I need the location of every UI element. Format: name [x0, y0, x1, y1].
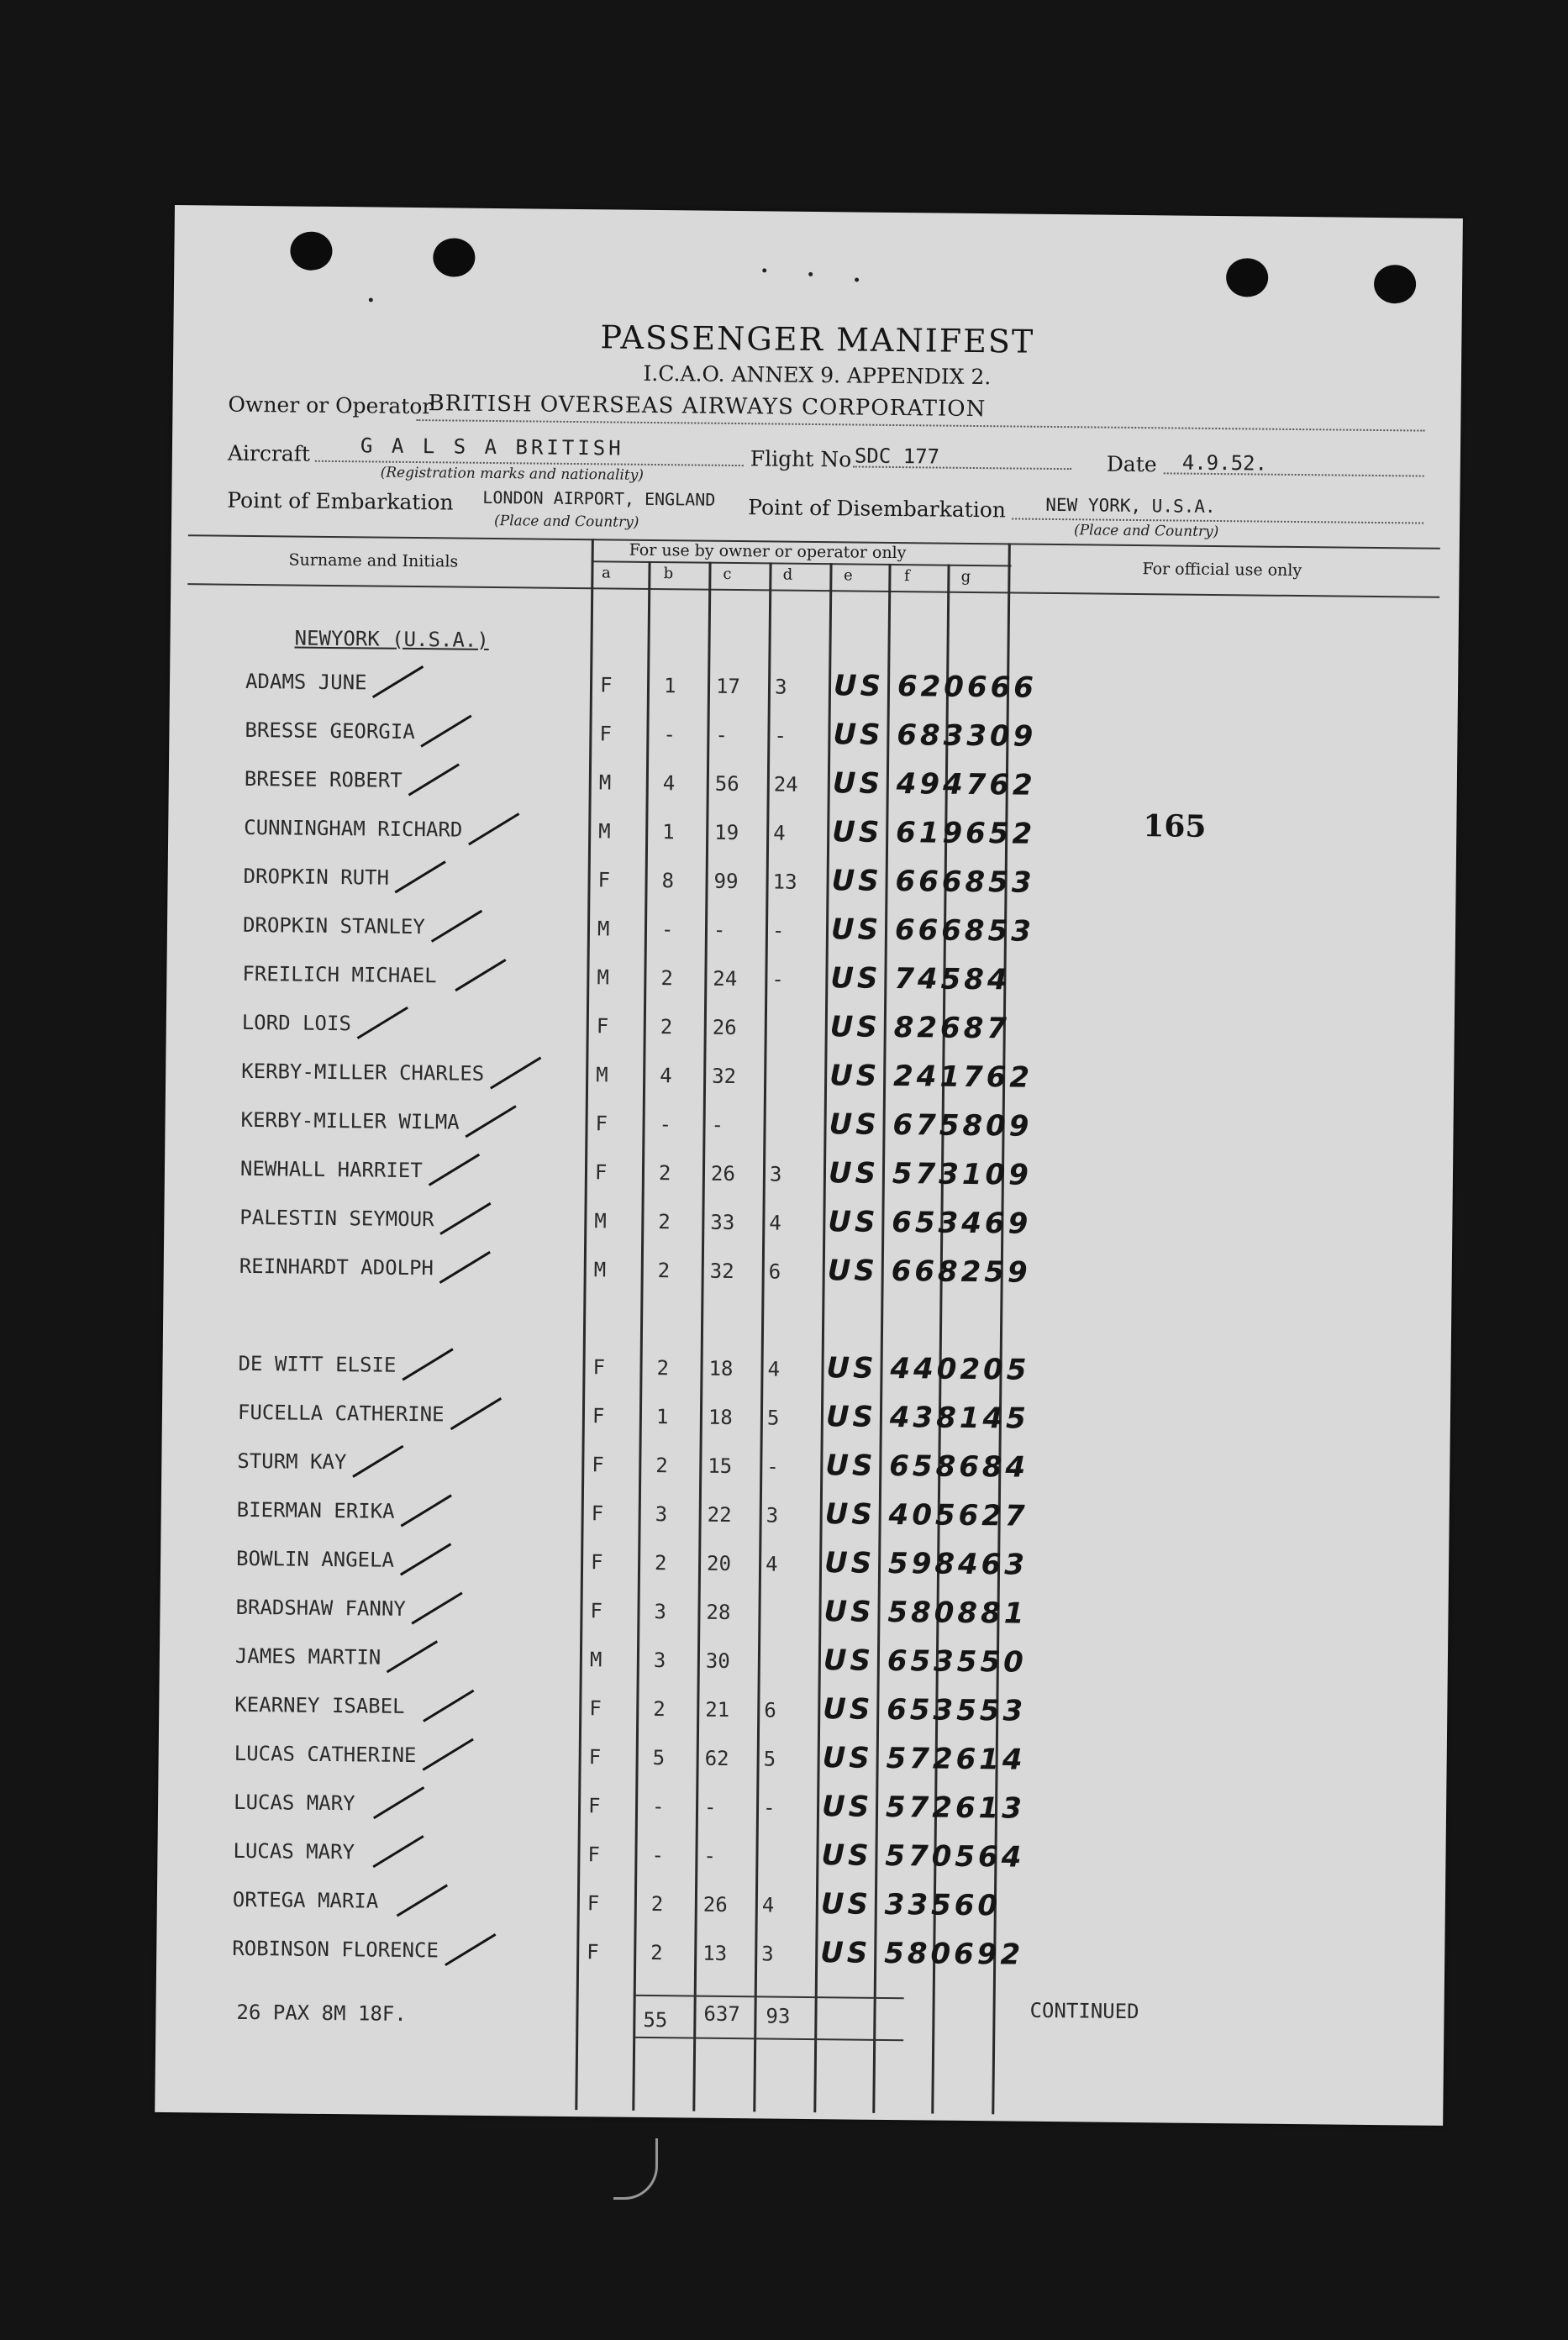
passenger-col-d: 3 [761, 1942, 774, 1966]
table-row [160, 1497, 1449, 1544]
passenger-sex: F [592, 1453, 604, 1477]
aircraft-note: (Registration marks and nationality) [380, 464, 645, 484]
passenger-col-c: 28 [706, 1600, 731, 1625]
passenger-name: STURM KAY [237, 1449, 347, 1475]
passenger-sex: M [597, 965, 609, 990]
owner-value: BRITISH OVERSEAS AIRWAYS CORPORATION [428, 391, 987, 423]
table-row [169, 718, 1457, 765]
passport-number: US 573109 [828, 1156, 1033, 1192]
check-mark [423, 1690, 474, 1722]
date-label: Date [1106, 451, 1157, 477]
passenger-name: KEARNEY ISABEL [234, 1692, 405, 1718]
passenger-col-b: 3 [653, 1649, 666, 1673]
check-mark [468, 812, 519, 845]
passenger-name: JAMES MARTIN [234, 1643, 381, 1670]
destination-label: NEWYORK (U.S.A.) [294, 626, 489, 652]
passenger-col-d: 3 [769, 1162, 782, 1186]
manifest-sheet [155, 205, 1463, 2126]
check-mark [372, 1835, 424, 1868]
col-letter-b: b [663, 565, 674, 583]
passenger-sex: F [597, 868, 611, 892]
check-mark [450, 1397, 501, 1430]
check-mark [372, 665, 424, 698]
passenger-col-d: 4 [765, 1552, 778, 1576]
table-row [161, 1449, 1450, 1496]
punch-hole [290, 231, 332, 271]
passport-number: US 82687 [829, 1010, 1011, 1046]
passenger-sex: F [590, 1599, 603, 1623]
total-d: 93 [766, 2004, 791, 2028]
check-mark [430, 910, 481, 943]
passenger-col-b: - [651, 1795, 665, 1819]
passenger-col-d: - [774, 723, 787, 748]
passenger-col-c: 20 [706, 1551, 732, 1576]
col-letter-e: e [843, 566, 853, 585]
passenger-name: REINHARDT ADOLPH [239, 1254, 434, 1280]
passenger-col-d: 5 [763, 1747, 776, 1771]
passenger-col-b: 2 [658, 1210, 671, 1234]
passenger-col-d: - [771, 918, 785, 943]
check-mark [356, 1007, 408, 1039]
passport-number: US 74584 [830, 961, 1011, 997]
table-row [167, 864, 1455, 911]
pax-summary: 26 PAX 8M 18F. [236, 2000, 407, 2027]
check-mark [396, 1884, 447, 1917]
passenger-col-c: - [711, 1112, 724, 1137]
check-mark [439, 1202, 491, 1235]
flight-label: Flight No [750, 446, 852, 472]
passenger-col-c: 22 [707, 1502, 732, 1528]
passenger-col-c: 17 [715, 674, 741, 699]
passenger-col-b: 1 [663, 674, 676, 698]
passenger-col-c: 19 [714, 820, 739, 845]
passenger-col-b: 2 [656, 1356, 670, 1380]
passenger-sex: F [599, 722, 613, 746]
table-row [157, 1838, 1445, 1885]
passport-number: US 241762 [829, 1059, 1034, 1095]
passenger-col-b: 5 [652, 1746, 666, 1770]
passport-number: US 598463 [823, 1546, 1029, 1582]
check-mark [411, 1592, 462, 1625]
col-head-name: Surname and Initials [288, 550, 459, 571]
manifest-subtitle: I.C.A.O. ANNEX 9. APPENDIX 2. [643, 360, 992, 390]
passenger-col-c: 26 [712, 1015, 737, 1040]
passport-number: US 580881 [823, 1595, 1028, 1631]
check-mark [387, 1640, 438, 1673]
passenger-sex: M [598, 770, 612, 795]
passport-number: US 438145 [825, 1400, 1030, 1436]
passenger-col-c: 32 [712, 1064, 737, 1089]
passport-number: US 619652 [832, 815, 1036, 851]
disembark-value: NEW YORK, U.S.A. [1045, 494, 1216, 517]
passenger-col-b: - [651, 1843, 665, 1868]
passenger-name: ROBINSON FLORENCE [232, 1936, 439, 1963]
passenger-col-c: - [713, 918, 726, 942]
passenger-name: DROPKIN RUTH [243, 864, 390, 890]
passport-number: US 494762 [832, 766, 1036, 802]
passenger-col-b: 4 [662, 771, 676, 796]
check-mark [394, 860, 445, 893]
table-row [162, 1400, 1450, 1447]
passport-number: US 675809 [829, 1107, 1033, 1144]
table-row [167, 912, 1455, 960]
check-mark [420, 715, 471, 748]
passenger-sex: F [588, 1745, 602, 1769]
passenger-col-d: - [762, 1796, 776, 1820]
passenger-sex: M [593, 1258, 607, 1282]
passenger-col-c: 32 [709, 1259, 734, 1284]
passenger-col-b: 2 [650, 1941, 663, 1965]
passenger-col-b: 1 [655, 1405, 669, 1429]
passenger-col-d: 4 [761, 1893, 775, 1917]
check-mark [428, 1154, 479, 1186]
table-row [166, 1059, 1454, 1106]
passenger-sex: F [592, 1355, 606, 1380]
table-row [164, 1205, 1452, 1252]
passenger-col-d: - [766, 1454, 779, 1479]
passenger-name: LORD LOIS [241, 1010, 352, 1036]
col-letter-c: c [723, 565, 732, 583]
table-row [157, 1887, 1445, 1934]
table-row [160, 1595, 1448, 1642]
passport-number: US 572614 [822, 1741, 1026, 1777]
passport-number: US 440205 [826, 1351, 1030, 1387]
passenger-col-b: 2 [658, 1161, 671, 1186]
passenger-col-d: 4 [767, 1357, 781, 1381]
table-row [160, 1643, 1448, 1691]
passenger-col-c: 30 [705, 1649, 730, 1674]
passenger-name: ORTEGA MARIA [232, 1887, 379, 1913]
passenger-name: FREILICH MICHAEL [242, 961, 437, 988]
owner-label: Owner or Operator [228, 392, 433, 419]
embark-label: Point of Embarkation [227, 487, 454, 515]
continued-label: CONTINUED [1029, 1998, 1139, 2024]
passenger-col-b: 4 [660, 1064, 672, 1088]
passenger-col-b: - [663, 723, 676, 747]
col-letter-d: d [782, 565, 793, 584]
check-mark [400, 1494, 451, 1527]
passenger-col-b: 2 [660, 1015, 673, 1039]
punch-hole [1374, 265, 1416, 304]
table-row [168, 815, 1456, 862]
passenger-name: FUCELLA CATHERINE [237, 1400, 445, 1427]
table-row [170, 669, 1458, 716]
total-b: 55 [643, 2007, 668, 2032]
passenger-col-c: - [703, 1795, 717, 1819]
passenger-name: DE WITT ELSIE [238, 1351, 397, 1377]
passenger-name: BIERMAN ERIKA [236, 1497, 395, 1523]
passenger-name: NEWHALL HARRIET [239, 1156, 423, 1183]
passenger-sex: F [589, 1696, 602, 1721]
passenger-col-c: 62 [704, 1746, 729, 1771]
passenger-sex: F [599, 673, 613, 697]
passenger-col-c: 18 [708, 1405, 733, 1430]
passenger-sex: F [592, 1404, 605, 1428]
passenger-sex: F [587, 1794, 601, 1818]
punch-hole [1226, 258, 1268, 297]
passport-number: US 666853 [831, 864, 1035, 900]
passenger-col-b: 2 [657, 1259, 671, 1283]
embark-value: LONDON AIRPORT, ENGLAND [482, 486, 716, 510]
passenger-col-d: 4 [773, 821, 786, 845]
col-letter-a: a [601, 564, 611, 582]
table-row [162, 1351, 1450, 1398]
passenger-name: LUCAS MARY [233, 1790, 355, 1816]
table-row [165, 1156, 1453, 1203]
col-letter-g: g [960, 567, 971, 586]
total-c: 637 [703, 2001, 740, 2027]
flight-value: SDC 177 [854, 444, 940, 469]
passenger-sex: M [596, 1063, 608, 1087]
passenger-name: ADAMS JUNE [245, 669, 367, 695]
passenger-col-d: 6 [768, 1259, 781, 1284]
col-head-official: For official use only [1142, 560, 1302, 581]
table-row [169, 766, 1457, 813]
passenger-col-c: 33 [710, 1210, 735, 1235]
table-row [165, 1107, 1453, 1154]
check-mark [399, 1543, 450, 1575]
passenger-col-c: 56 [714, 771, 739, 797]
passenger-name: PALESTIN SEYMOUR [239, 1205, 434, 1232]
passenger-col-b: 2 [653, 1697, 666, 1722]
table-row [166, 961, 1455, 1008]
passenger-name: BOWLIN ANGELA [235, 1546, 395, 1572]
table-row [159, 1692, 1447, 1739]
check-mark [455, 959, 506, 991]
passenger-col-d: 3 [766, 1503, 779, 1528]
passport-number: US 620666 [833, 669, 1038, 705]
aircraft-value: G A L S A BRITISH [360, 434, 624, 460]
passport-number: US 572613 [821, 1790, 1026, 1826]
passenger-sex: M [597, 917, 610, 941]
col-head-operator: For use by owner or operator only [629, 540, 907, 563]
passenger-sex: F [587, 1891, 600, 1916]
passenger-col-d: 5 [766, 1406, 780, 1430]
passport-number: US 683309 [833, 718, 1037, 754]
passenger-name: LUCAS CATHERINE [234, 1741, 417, 1768]
disembark-note: (Place and Country) [1073, 522, 1219, 541]
check-mark [439, 1251, 491, 1284]
passenger-name: BRESEE ROBERT [244, 766, 403, 792]
disembark-label: Point of Disembarkation [748, 495, 1007, 523]
passenger-col-d: 13 [772, 870, 797, 894]
manifest-title: PASSENGER MANIFEST [600, 318, 1035, 360]
table-row [164, 1254, 1452, 1301]
official-note-165: 165 [1143, 808, 1207, 844]
passenger-col-c: 18 [708, 1356, 734, 1381]
passenger-col-c: 99 [713, 869, 739, 894]
check-mark [402, 1348, 453, 1380]
passenger-col-b: 8 [661, 869, 675, 893]
passenger-name: CUNNINGHAM RICHARD [244, 815, 463, 842]
embark-note: (Place and Country) [493, 513, 639, 531]
passport-number: US 658684 [825, 1449, 1029, 1485]
passenger-col-c: 13 [702, 1941, 728, 1965]
passenger-sex: F [587, 1940, 599, 1964]
check-mark [352, 1445, 403, 1478]
table-row [166, 1010, 1455, 1057]
passenger-col-b: 2 [660, 966, 673, 991]
passport-number: US 570564 [821, 1838, 1025, 1875]
passport-number: US 666853 [830, 912, 1035, 949]
passenger-col-c: 24 [713, 966, 738, 991]
passenger-col-c: - [715, 723, 729, 747]
passport-number: US 33560 [820, 1887, 1002, 1923]
passenger-name: KERBY-MILLER CHARLES [241, 1059, 485, 1086]
date-value: 4.9.52. [1181, 450, 1268, 476]
punch-hole [433, 238, 475, 277]
passenger-name: BRESSE GEORGIA [245, 718, 415, 744]
table-row [160, 1546, 1449, 1593]
passenger-sex: F [587, 1843, 601, 1867]
passenger-col-d: 24 [773, 772, 798, 797]
check-mark [422, 1738, 473, 1771]
passenger-col-b: 2 [654, 1551, 667, 1575]
passenger-sex: F [590, 1550, 603, 1575]
check-mark [490, 1057, 541, 1090]
passenger-col-c: 15 [708, 1454, 733, 1479]
passenger-col-d: - [771, 967, 784, 991]
check-mark [465, 1105, 516, 1138]
passport-number: US 653550 [823, 1643, 1027, 1680]
check-mark [445, 1933, 496, 1966]
passenger-col-b: - [660, 918, 674, 942]
passenger-name: KERBY-MILLER WILMA [240, 1107, 460, 1134]
passenger-col-d: 4 [769, 1211, 781, 1235]
aircraft-label: Aircraft [227, 440, 311, 466]
passenger-sex: M [598, 819, 611, 844]
passenger-name: LUCAS MARY [233, 1838, 355, 1864]
table-row [158, 1790, 1446, 1837]
passenger-sex: F [591, 1501, 604, 1526]
passenger-sex: F [594, 1160, 608, 1185]
passport-number: US 653469 [828, 1205, 1032, 1241]
check-mark [408, 763, 459, 796]
table-row [156, 1936, 1444, 1983]
passenger-sex: M [594, 1209, 607, 1233]
passport-number: US 653553 [823, 1692, 1027, 1728]
passenger-name: DROPKIN STANLEY [242, 912, 425, 939]
passenger-sex: F [595, 1112, 608, 1136]
table-row [158, 1741, 1446, 1788]
passenger-sex: M [589, 1648, 602, 1672]
passenger-col-d: 6 [764, 1698, 776, 1722]
passenger-name: BRADSHAW FANNY [235, 1595, 406, 1621]
passenger-col-c: 21 [705, 1697, 730, 1722]
passenger-sex: F [596, 1014, 609, 1039]
passport-number: US 580692 [820, 1936, 1024, 1972]
passenger-col-b: 3 [654, 1600, 667, 1624]
passenger-col-d: 3 [774, 675, 787, 699]
passenger-col-c: - [703, 1843, 717, 1868]
passport-number: US 668259 [827, 1254, 1031, 1290]
col-letter-f: f [903, 567, 910, 586]
passenger-col-c: 26 [710, 1161, 736, 1186]
passenger-col-c: 26 [702, 1892, 728, 1917]
passenger-col-b: 2 [650, 1892, 664, 1917]
passport-number: US 405627 [824, 1497, 1029, 1533]
passenger-col-b: 3 [655, 1502, 668, 1527]
passenger-col-b: 2 [655, 1454, 668, 1478]
passenger-col-b: - [659, 1112, 672, 1137]
check-mark [372, 1786, 424, 1819]
passenger-col-b: 1 [662, 820, 675, 844]
